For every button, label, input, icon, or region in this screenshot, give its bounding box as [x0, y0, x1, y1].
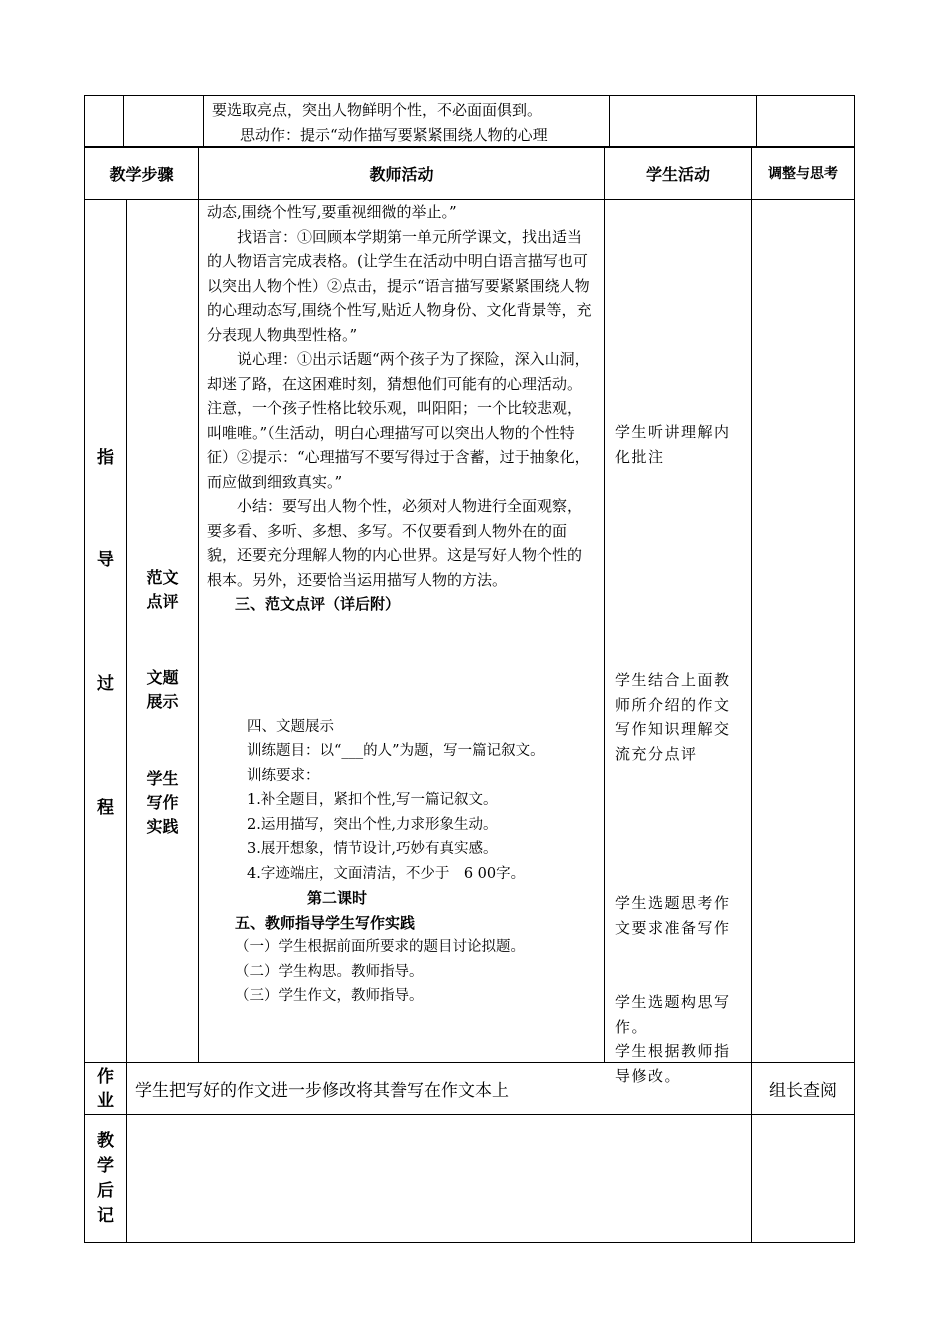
requirement-item: 1.补全题目，紧扣个性,写一篇记叙文。 — [247, 792, 498, 808]
requirement-item: 3.展开想象，情节设计,巧妙有真实感。 — [247, 841, 498, 857]
sub-label-model-essay: 范文 点评 — [146, 568, 179, 611]
empty-cell — [610, 96, 757, 148]
blank-space — [207, 617, 596, 715]
header-adjust: 调整与思考 — [752, 147, 855, 200]
postscript-adjust — [752, 1115, 855, 1243]
empty-cell — [124, 96, 204, 148]
process-row — [85, 200, 855, 1063]
homework-content: 学生把写好的作文进一步修改将其誊写在作文本上 — [127, 1063, 752, 1115]
continued-teacher-cell — [204, 96, 610, 148]
student-activity: 学生选题思考作文要求准备写作 — [615, 894, 731, 937]
student-activity: 学生听讲理解内化批注 — [615, 423, 731, 466]
homework-label-cell: 作 业 — [85, 1063, 127, 1115]
section-heading: 三、范文点评（详后附） — [235, 595, 401, 613]
process-label-char: 导 — [97, 550, 114, 570]
lesson-two-title: 第二课时 — [307, 889, 368, 907]
teacher-paragraph: 动态,围绕个性写,要重视细微的举止。” — [207, 203, 457, 221]
teacher-paragraph: 找语言：①回顾本学期第一单元所学课文，找出适当的人物语言完成表格。(让学生在活动中明白语言描写也可以突出人物个性）②点击，提示“语言描写要紧紧围绕人物的心理动态写,围绕个性写,贴近人物身份、文化背景等，充分表现人物典型性格。” — [207, 227, 592, 344]
process-label-cell — [85, 200, 127, 1063]
empty-cell — [85, 96, 124, 148]
teaching-step: （二）学生构思。教师指导。 — [235, 963, 424, 980]
teaching-step: （三）学生作文，教师指导。 — [235, 988, 424, 1004]
teaching-step: （一）学生根据前面所要求的题目讨论拟题。 — [235, 939, 526, 955]
sub-label-topic-show: 文题 展示 — [146, 668, 179, 711]
previous-page-table — [84, 95, 855, 148]
section-heading: 四、文题展示 — [247, 718, 335, 735]
postscript-row — [85, 1115, 855, 1243]
postscript-label-cell: 教 学 后 记 — [85, 1115, 127, 1243]
student-activity: 学生根据教师指导修改。 — [615, 1042, 731, 1085]
empty-cell — [757, 96, 855, 148]
adjust-cell — [752, 200, 855, 1063]
student-activity: 学生结合上面教师所介绍的作文写作知识理解交流充分点评 — [615, 671, 731, 763]
lesson-table — [84, 146, 855, 1243]
postscript-content — [127, 1115, 752, 1243]
student-activity: 学生选题构思写作。 — [615, 993, 731, 1036]
sub-label-writing: 学生 写作 实践 — [146, 769, 179, 836]
requirement-item: 2.运用描写，突出个性,力求形象生动。 — [247, 816, 498, 833]
section-heading: 五、教师指导学生写作实践 — [235, 913, 416, 932]
teacher-paragraph: 小结：要写出人物个性，必须对人物进行全面观察，要多看、多听、多想、多写。不仅要看到人物外在的面貌，还要充分理解人物的内心世界。这是写好人物个性的根本。另外，还要恰当运用描写人物的方法。 — [207, 497, 583, 589]
header-steps: 教学步骤 — [85, 147, 199, 200]
process-label-char: 指 — [97, 448, 114, 468]
process-label-char: 过 — [97, 674, 114, 694]
header-teacher: 教师活动 — [199, 147, 605, 200]
requirement-title: 训练要求： — [247, 767, 320, 784]
homework-check: 组长查阅 — [752, 1063, 855, 1115]
process-label-char: 程 — [97, 798, 114, 818]
teacher-activity-cell — [199, 200, 605, 1063]
continued-line: 思动作：提示“动作描写要紧紧围绕人物的心理 — [240, 125, 548, 144]
topic-line: 训练题目：以“___的人”为题，写一篇记叙文。 — [247, 743, 545, 759]
table-header-row — [85, 147, 855, 200]
sub-step-cell — [127, 200, 199, 1063]
continued-line: 要选取亮点，突出人物鲜明个性，不必面面俱到。 — [212, 101, 543, 119]
requirement-item: 4.字迹端庄，文面清洁，不少于 6 00字。 — [247, 865, 526, 882]
header-student: 学生活动 — [605, 147, 752, 200]
teacher-paragraph: 说心理：①出示话题“两个孩子为了探险，深入山洞，却迷了路，在这困难时刻，猜想他们可能有的心理活动。注意，一个孩子性格比较乐观，叫阳阳；一个比较悲观，叫唯唯。”（生活动，明白心理描写可以突出人物的个性特征）②提示：“心理描写不要写得过于含蓄，过于抽象化，而应做到细致真实。” — [207, 350, 590, 491]
student-activity-cell — [605, 200, 752, 1085]
